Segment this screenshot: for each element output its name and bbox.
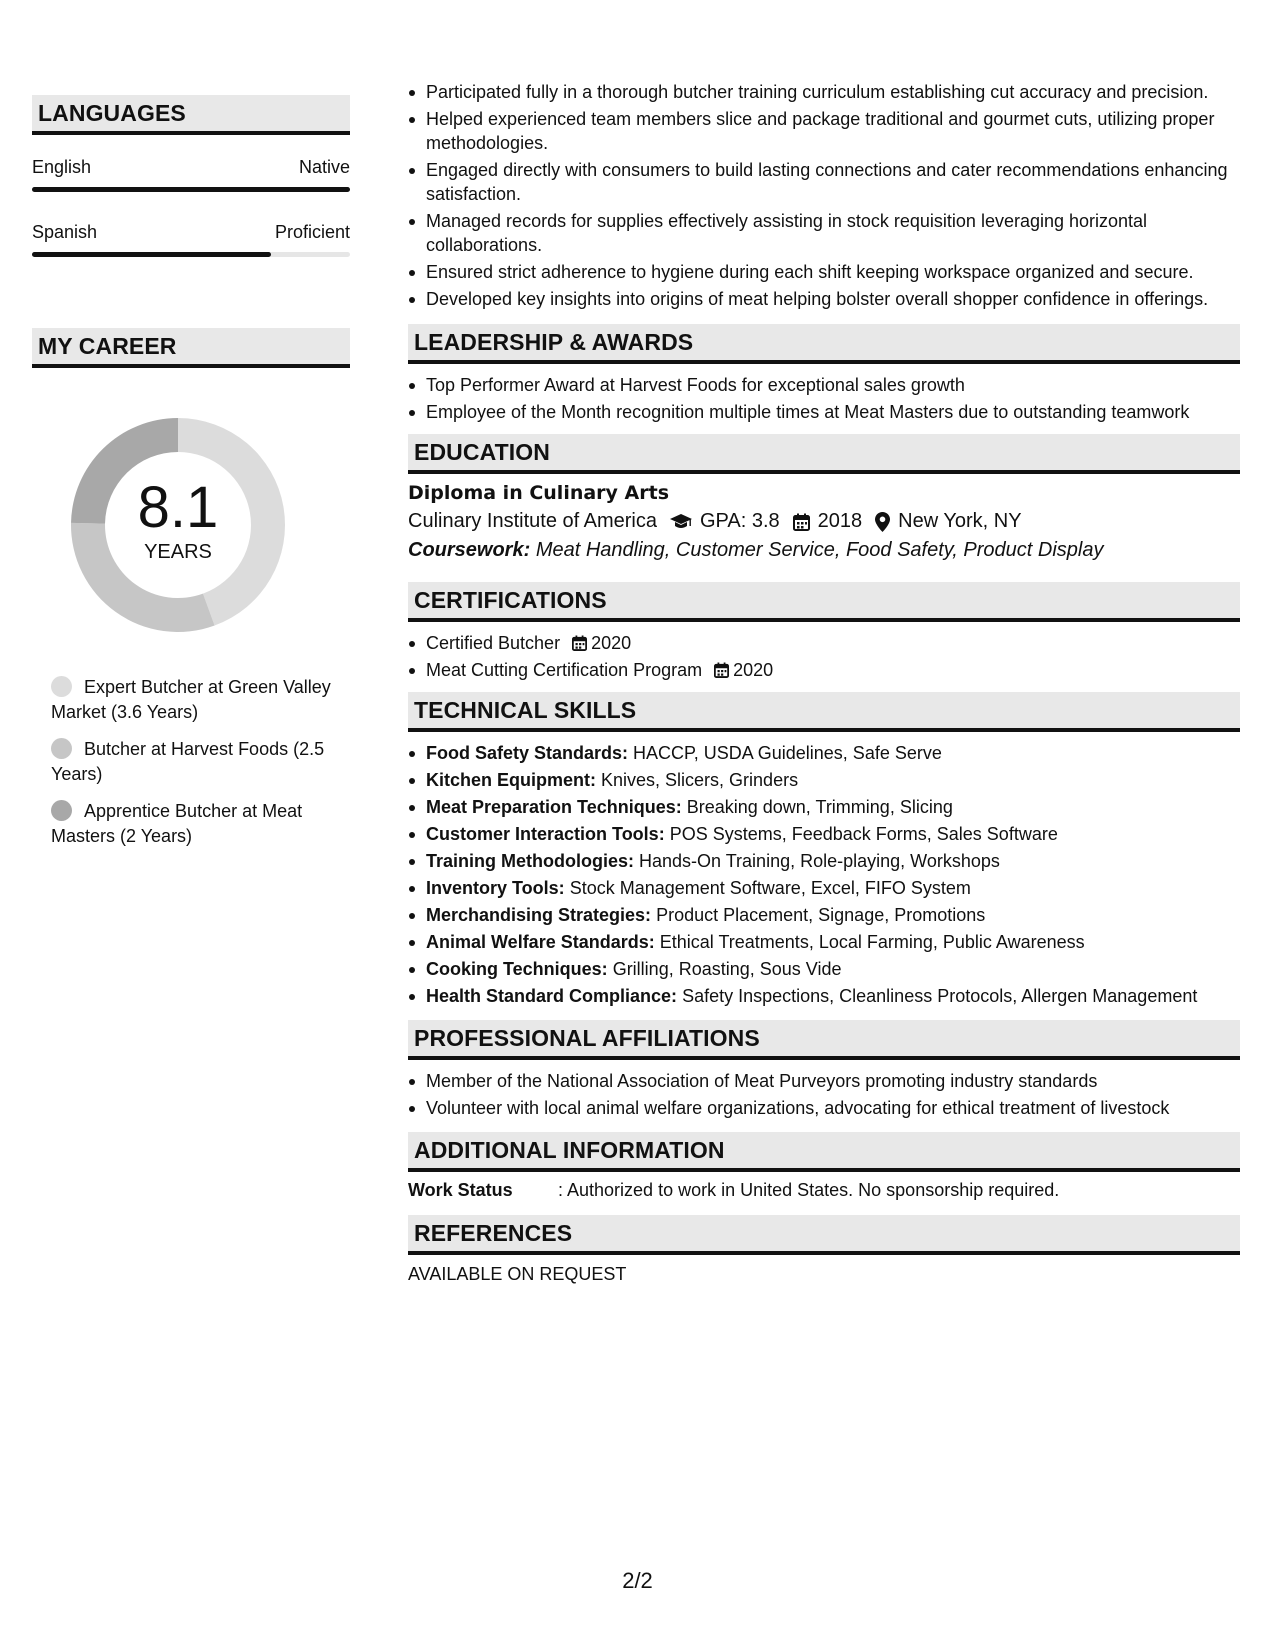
languages-heading: LANGUAGES (32, 95, 350, 135)
language-name: Spanish (32, 222, 98, 242)
legend-dot (51, 738, 72, 759)
additional-info-heading: ADDITIONAL INFORMATION (408, 1132, 1240, 1172)
work-status-value: : Authorized to work in United States. No sponsorship required. (558, 1180, 1060, 1200)
skill-value: Safety Inspections, Cleanliness Protocols, Allergen Management (682, 986, 1198, 1006)
education-entry (408, 482, 1240, 562)
skill-item (408, 849, 1240, 873)
certification-year: 2020 (591, 633, 632, 653)
work-status-row (408, 1180, 1240, 1201)
career-donut-chart (63, 410, 293, 640)
skill-label: Food Safety Standards: (426, 743, 629, 763)
skill-item (408, 795, 1240, 819)
skill-item (408, 930, 1240, 954)
skill-value: Hands-On Training, Role-playing, Workshops (639, 851, 1000, 871)
list-item: Volunteer with local animal welfare organizations, advocating for ethical treatment of livestock (408, 1096, 1240, 1120)
legend-label: Butcher at Harvest Foods (2.5 Years) (51, 739, 325, 784)
technical-skills-heading: TECHNICAL SKILLS (408, 692, 1240, 732)
coursework-label: Coursework: (408, 539, 531, 561)
career-legend (51, 675, 341, 849)
language-english (32, 157, 350, 192)
list-item: Developed key insights into origins of meat helping bolster overall shopper confidence in offerings. (408, 287, 1240, 311)
skill-label: Meat Preparation Techniques: (426, 797, 682, 817)
legend-dot (51, 800, 72, 821)
affiliations-heading: PROFESSIONAL AFFILIATIONS (408, 1020, 1240, 1060)
legend-label: Apprentice Butcher at Meat Masters (2 Years) (51, 801, 303, 846)
coursework-list: Meat Handling, Customer Service, Food Safety, Product Display (535, 539, 1104, 561)
certification-name: Meat Cutting Certification Program (426, 660, 703, 680)
skill-label: Customer Interaction Tools: (426, 824, 665, 844)
calendar-icon (572, 635, 587, 651)
language-name: English (32, 157, 92, 177)
list-item: Employee of the Month recognition multiple times at Meat Masters due to outstanding teamwork (408, 400, 1240, 424)
skill-item (408, 741, 1240, 765)
experience-bullets (408, 80, 1240, 311)
language-proficiency-fill (32, 187, 350, 192)
references-heading: REFERENCES (408, 1215, 1240, 1255)
skill-item (408, 822, 1240, 846)
legend-dot (51, 676, 72, 697)
skill-label: Merchandising Strategies: (426, 905, 652, 925)
career-legend-item (51, 737, 341, 787)
language-proficiency-bar (32, 252, 350, 257)
language-level: Proficient (274, 222, 350, 242)
list-item: Top Performer Award at Harvest Foods for exceptional sales growth (408, 373, 1240, 397)
school-location: New York, NY (898, 510, 1022, 532)
graduation-cap-icon (670, 513, 692, 531)
references-text: AVAILABLE ON REQUEST (408, 1264, 627, 1284)
skill-label: Kitchen Equipment: (426, 770, 596, 790)
career-legend-item (51, 799, 341, 849)
list-item: Helped experienced team members slice and package traditional and gourmet cuts, utilizing proper methodologies. (408, 107, 1240, 155)
list-item (408, 658, 1240, 682)
skill-item (408, 903, 1240, 927)
skill-item (408, 957, 1240, 981)
main-content (408, 80, 1240, 1285)
page-number: 2/2 (622, 1568, 653, 1593)
skill-label: Cooking Techniques: (426, 959, 608, 979)
certification-name: Certified Butcher (426, 633, 561, 653)
language-spanish (32, 222, 350, 257)
graduation-year: 2018 (817, 510, 863, 532)
language-proficiency-bar (32, 187, 350, 192)
career-years-unit: YEARS (144, 540, 212, 563)
skill-label: Animal Welfare Standards: (426, 932, 655, 952)
skill-value: Product Placement, Signage, Promotions (656, 905, 986, 925)
career-total-years: 8.1 (137, 474, 219, 540)
skill-value: Grilling, Roasting, Sous Vide (612, 959, 842, 979)
degree-title: Diploma in Culinary Arts (408, 482, 670, 504)
list-item: Managed records for supplies effectively assisting in stock requisition leveraging horizontal collaborations. (408, 209, 1240, 257)
list-item: Ensured strict adherence to hygiene during each shift keeping workspace organized and secure. (408, 260, 1240, 284)
skill-label: Health Standard Compliance: (426, 986, 678, 1006)
leadership-heading: LEADERSHIP & AWARDS (408, 324, 1240, 364)
skill-label: Inventory Tools: (426, 878, 565, 898)
list-item: Member of the National Association of Meat Purveyors promoting industry standards (408, 1069, 1240, 1093)
skill-label: Training Methodologies: (426, 851, 634, 871)
skill-value: HACCP, USDA Guidelines, Safe Serve (633, 743, 942, 763)
language-proficiency-fill (32, 252, 271, 257)
legend-label: Expert Butcher at Green Valley Market (3.6 Years) (51, 677, 331, 722)
career-heading: MY CAREER (32, 328, 350, 368)
leadership-list (408, 373, 1240, 424)
skill-value: Breaking down, Trimming, Slicing (686, 797, 953, 817)
skill-item (408, 984, 1240, 1008)
list-item (408, 631, 1240, 655)
skill-value: POS Systems, Feedback Forms, Sales Software (669, 824, 1058, 844)
sidebar (32, 95, 350, 861)
language-level: Native (298, 157, 350, 177)
gpa: GPA: 3.8 (700, 510, 780, 532)
skill-item (408, 876, 1240, 900)
list-item: Engaged directly with consumers to build lasting connections and cater recommendations enhancing satisfaction. (408, 158, 1240, 206)
work-status-label: Work Status (408, 1180, 513, 1200)
calendar-icon (793, 513, 810, 531)
list-item: Participated fully in a thorough butcher training curriculum establishing cut accuracy and precision. (408, 80, 1240, 104)
skill-item (408, 768, 1240, 792)
education-heading: EDUCATION (408, 434, 1240, 474)
location-pin-icon (875, 512, 890, 532)
affiliations-list (408, 1069, 1240, 1120)
skill-value: Knives, Slicers, Grinders (601, 770, 799, 790)
calendar-icon (714, 662, 729, 678)
certifications-list (408, 631, 1240, 682)
school-name: Culinary Institute of America (408, 510, 657, 532)
certifications-heading: CERTIFICATIONS (408, 582, 1240, 622)
technical-skills-list (408, 741, 1240, 1008)
skill-value: Stock Management Software, Excel, FIFO System (569, 878, 971, 898)
career-legend-item (51, 675, 341, 725)
coursework (408, 539, 1240, 562)
certification-year: 2020 (733, 660, 774, 680)
skill-value: Ethical Treatments, Local Farming, Public Awareness (659, 932, 1085, 952)
